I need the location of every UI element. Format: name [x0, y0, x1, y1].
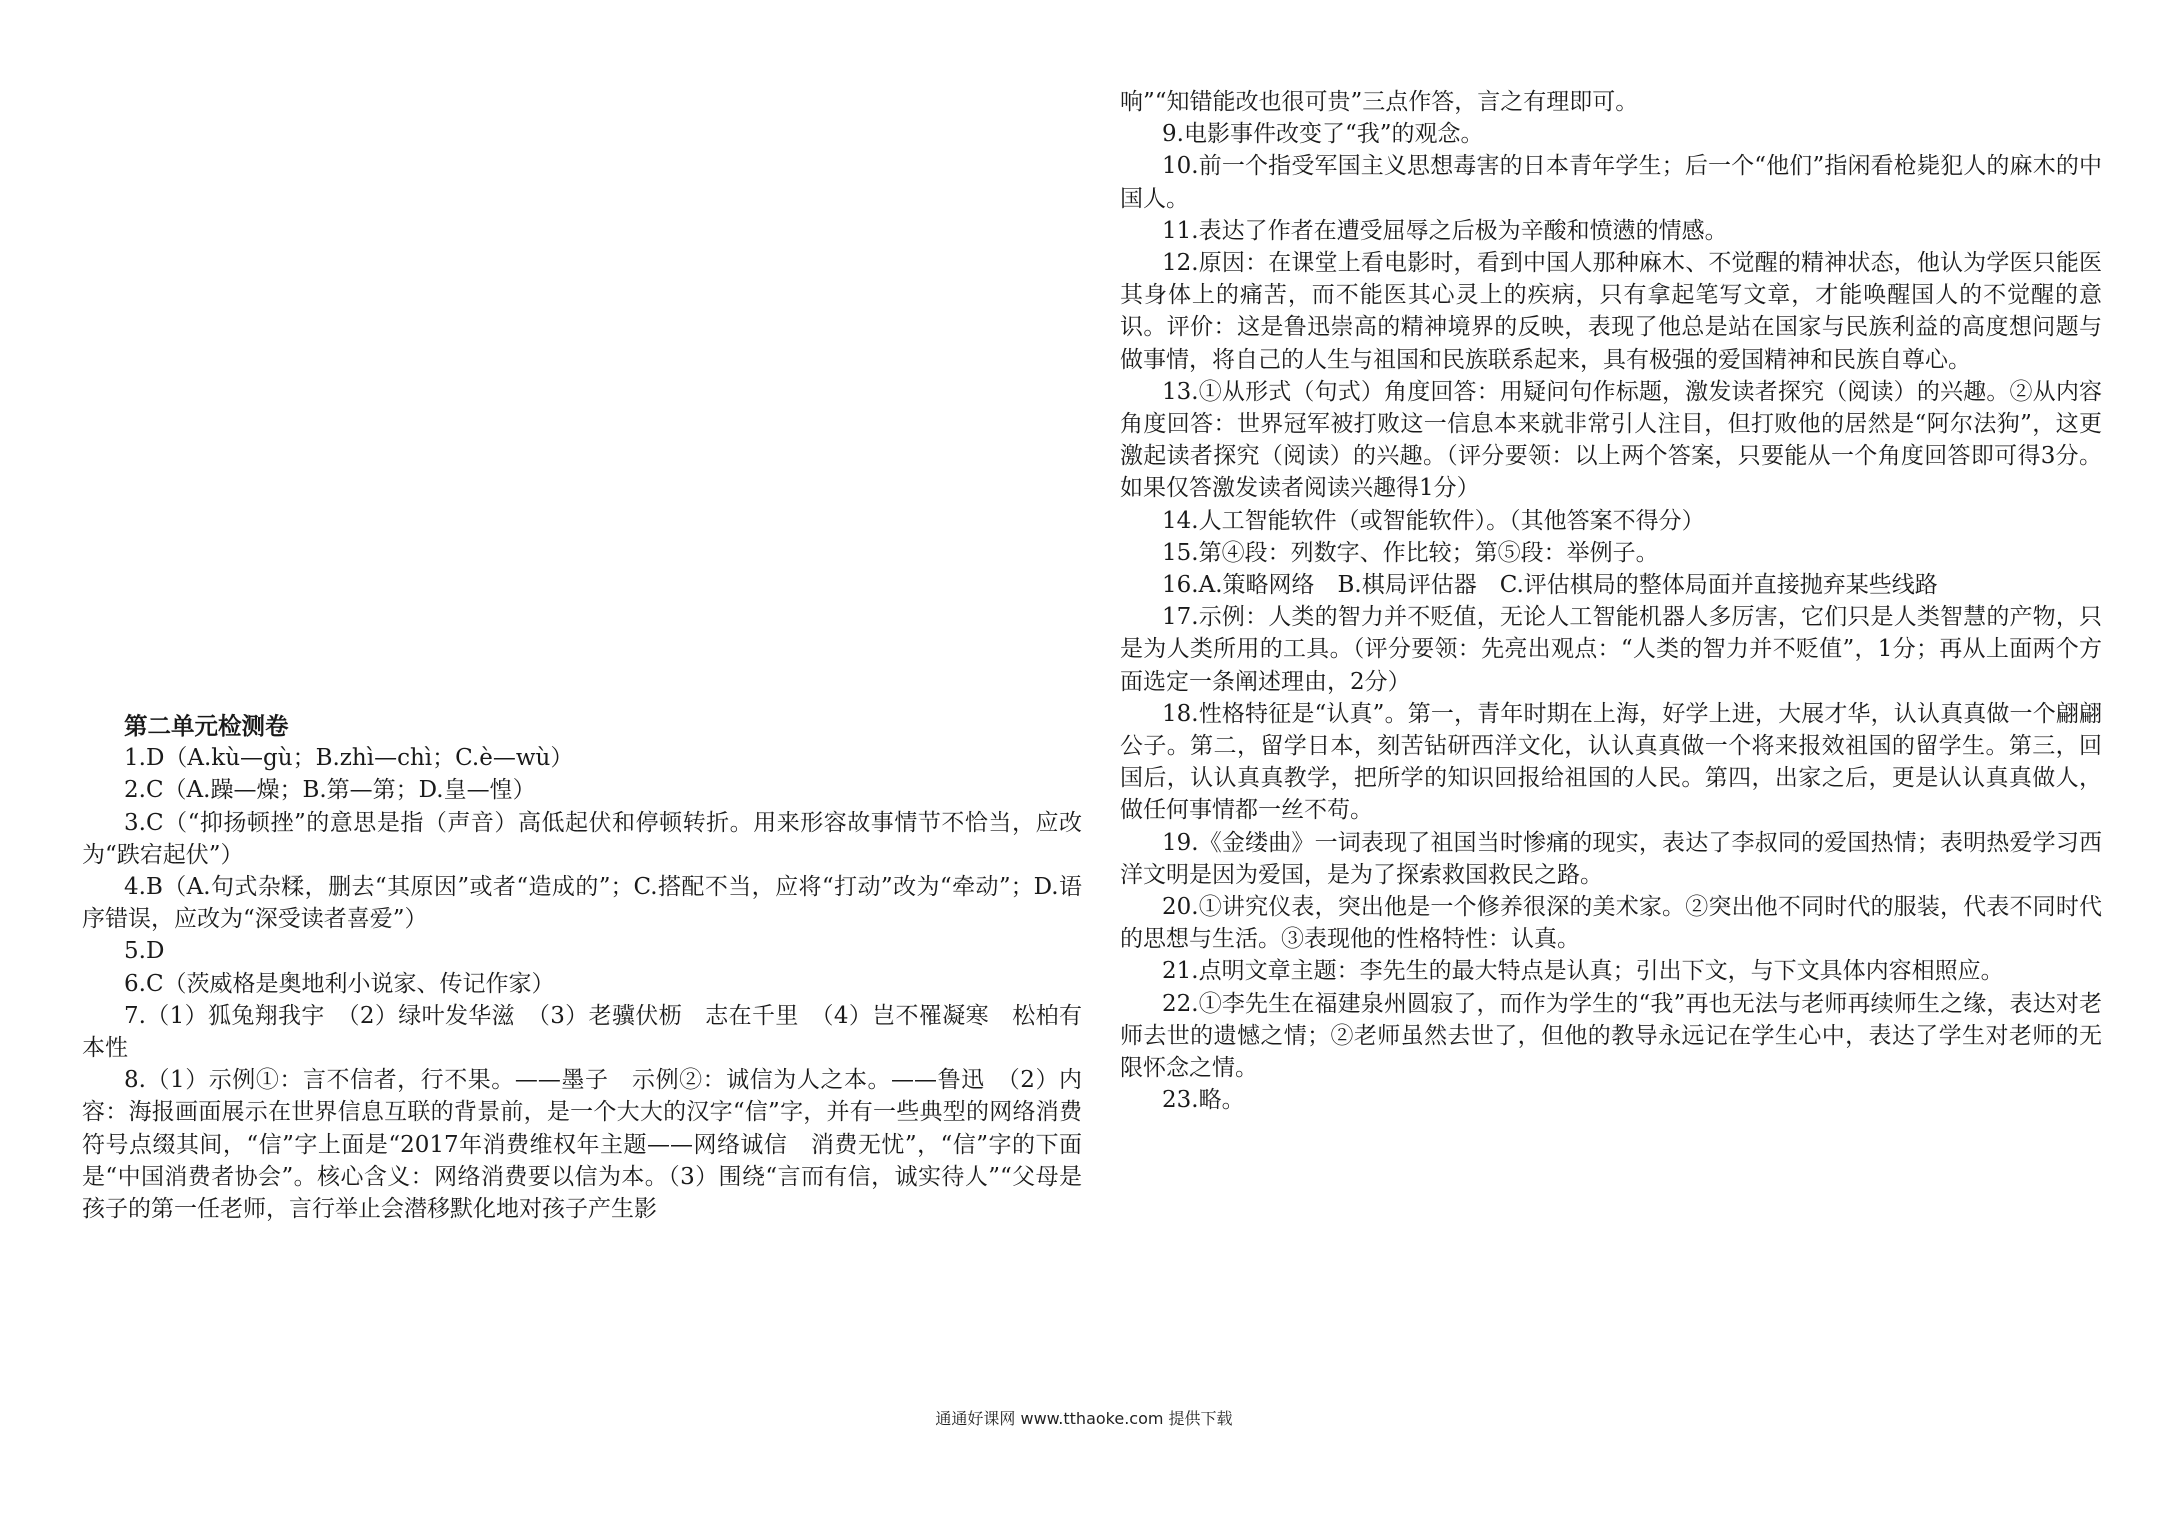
answer-item-2: 2.C（A.躁—燥；B.第—第；D.皇—惶） — [124, 777, 536, 804]
answer-item-22: 22.①李先生在福建泉州圆寂了，而作为学生的“我”再也无法与老师再续师生之缘，表达对老师去世的遗憾之情；②老师虽然去世了，但他的教导永远记在学生心中，表达了学生对老师的无限怀念之情。 — [1120, 990, 2102, 1082]
answer-item-5: 5.D — [124, 938, 165, 965]
answer-item-8: 8.（1）示例①：言不信者，行不果。——墨子 示例②：诚信为人之本。——鲁迅 （2）内容：海报画面展示在世界信息互联的背景前，是一个大大的汉字“信”字，并有一些典型的网络消费符号点缀其间，“信”字上面是“2017年消费维权年主题——网络诚信 消费无忧”，“信”字的下面是“中国消费者协会”。核心含义：网络消费要以信为本。（3）围绕“言而有信，诚实待人”“父母是孩子的第一任老师，言行举止会潜移默化地对孩子产生影 — [82, 1067, 1082, 1223]
answer-item-23: 23.略。 — [1162, 1087, 1245, 1114]
right-column — [1120, 86, 2102, 1117]
answer-item-13: 13.①从形式（句式）角度回答：用疑问句作标题，激发读者探究（阅读）的兴趣。②从内容角度回答：世界冠军被打败这一信息本来就非常引人注目，但打败他的居然是“阿尔法狗”，这更激起读者探究（阅读）的兴趣。（评分要领：以上两个答案，只要能从一个角度回答即可得3分。如果仅答激发读者阅读兴趣得1分） — [1120, 378, 2102, 502]
answer-item-16: 16.A.策略网络 B.棋局评估器 C.评估棋局的整体局面并直接抛弃某些线路 — [1162, 572, 1938, 599]
answer-item-3: 3.C（“抑扬顿挫”的意思是指（声音）高低起伏和停顿转折。用来形容故事情节不恰当，应改为“跌宕起伏”） — [82, 809, 1082, 868]
answer-item-6: 6.C（茨威格是奥地利小说家、传记作家） — [124, 970, 555, 997]
answer-item-21: 21.点明文章主题：李先生的最大特点是认真；引出下文，与下文具体内容相照应。 — [1162, 958, 2004, 985]
answer-item-15: 15.第④段：列数字、作比较；第⑤段：举例子。 — [1162, 539, 1659, 566]
answer-item-17: 17.示例：人类的智力并不贬值，无论人工智能机器人多厉害，它们只是人类智慧的产物，只是为人类所用的工具。（评分要领：先亮出观点：“人类的智力并不贬值”，1分；再从上面两个方面选定一条阐述理由，2分） — [1120, 604, 2102, 695]
answer-item-8-continuation: 响”“知错能改也很可贵”三点作答，言之有理即可。 — [1120, 89, 1639, 115]
answer-item-19: 19.《金缕曲》一词表现了祖国当时惨痛的现实，表达了李叔同的爱国热情；表明热爱学习西洋文明是因为爱国，是为了探索救国救民之路。 — [1120, 829, 2102, 888]
answer-item-1: 1.D（A.kù—gù；B.zhì—chì；C.è—wù） — [124, 745, 574, 772]
answer-item-7: 7.（1）狐兔翔我宇 （2）绿叶发华滋 （3）老骥伏枥 志在千里 （4）岂不罹凝寒 松柏有本性 — [82, 1002, 1082, 1062]
answer-item-11: 11.表达了作者在遭受屈辱之后极为辛酸和愤懑的情感。 — [1162, 217, 1728, 244]
answer-item-20: 20.①讲究仪表，突出他是一个修养很深的美术家。②突出他不同时代的服装，代表不同时代的思想与生活。③表现他的性格特性：认真。 — [1120, 894, 2102, 953]
answer-item-18: 18.性格特征是“认真”。第一，青年时期在上海，好学上进，大展才华，认认真真做一个翩翩公子。第二，留学日本，刻苦钻研西洋文化，认认真真做一个将来报效祖国的留学生。第三，回国后，认认真真教学，把所学的知识回报给祖国的人民。第四，出家之后，更是认认真真做人，做任何事情都一丝不苟。 — [1120, 700, 2102, 824]
answer-item-4: 4.B（A.句式杂糅，删去“其原因”或者“造成的”；C.搭配不当，应将“打动”改为“牵动”；D.语序错误，应改为“深受读者喜爱”） — [82, 874, 1082, 933]
answer-item-9: 9.电影事件改变了“我”的观念。 — [1162, 121, 1484, 148]
answer-item-10: 10.前一个指受军国主义思想毒害的日本青年学生；后一个“他们”指闲看枪毙犯人的麻木的中国人。 — [1120, 153, 2102, 212]
answer-item-12: 12.原因：在课堂上看电影时，看到中国人那种麻木、不觉醒的精神状态，他认为学医只能医其身体上的痛苦，而不能医其心灵上的疾病，只有拿起笔写文章，才能唤醒国人的不觉醒的意识。评价：这是鲁迅崇高的精神境界的反映，表现了他总是站在国家与民族利益的高度想问题与做事情，将自己的人生与祖国和民族联系起来，具有极强的爱国精神和民族自尊心。 — [1120, 250, 2102, 373]
answer-item-14: 14.人工智能软件（或智能软件）。（其他答案不得分） — [1162, 507, 1705, 534]
footer-source: 通通好课网 www.tthaoke.com 提供下载 — [935, 1409, 1233, 1428]
unit-title: 第二单元检测卷 — [124, 712, 289, 740]
left-column — [82, 710, 1082, 1225]
